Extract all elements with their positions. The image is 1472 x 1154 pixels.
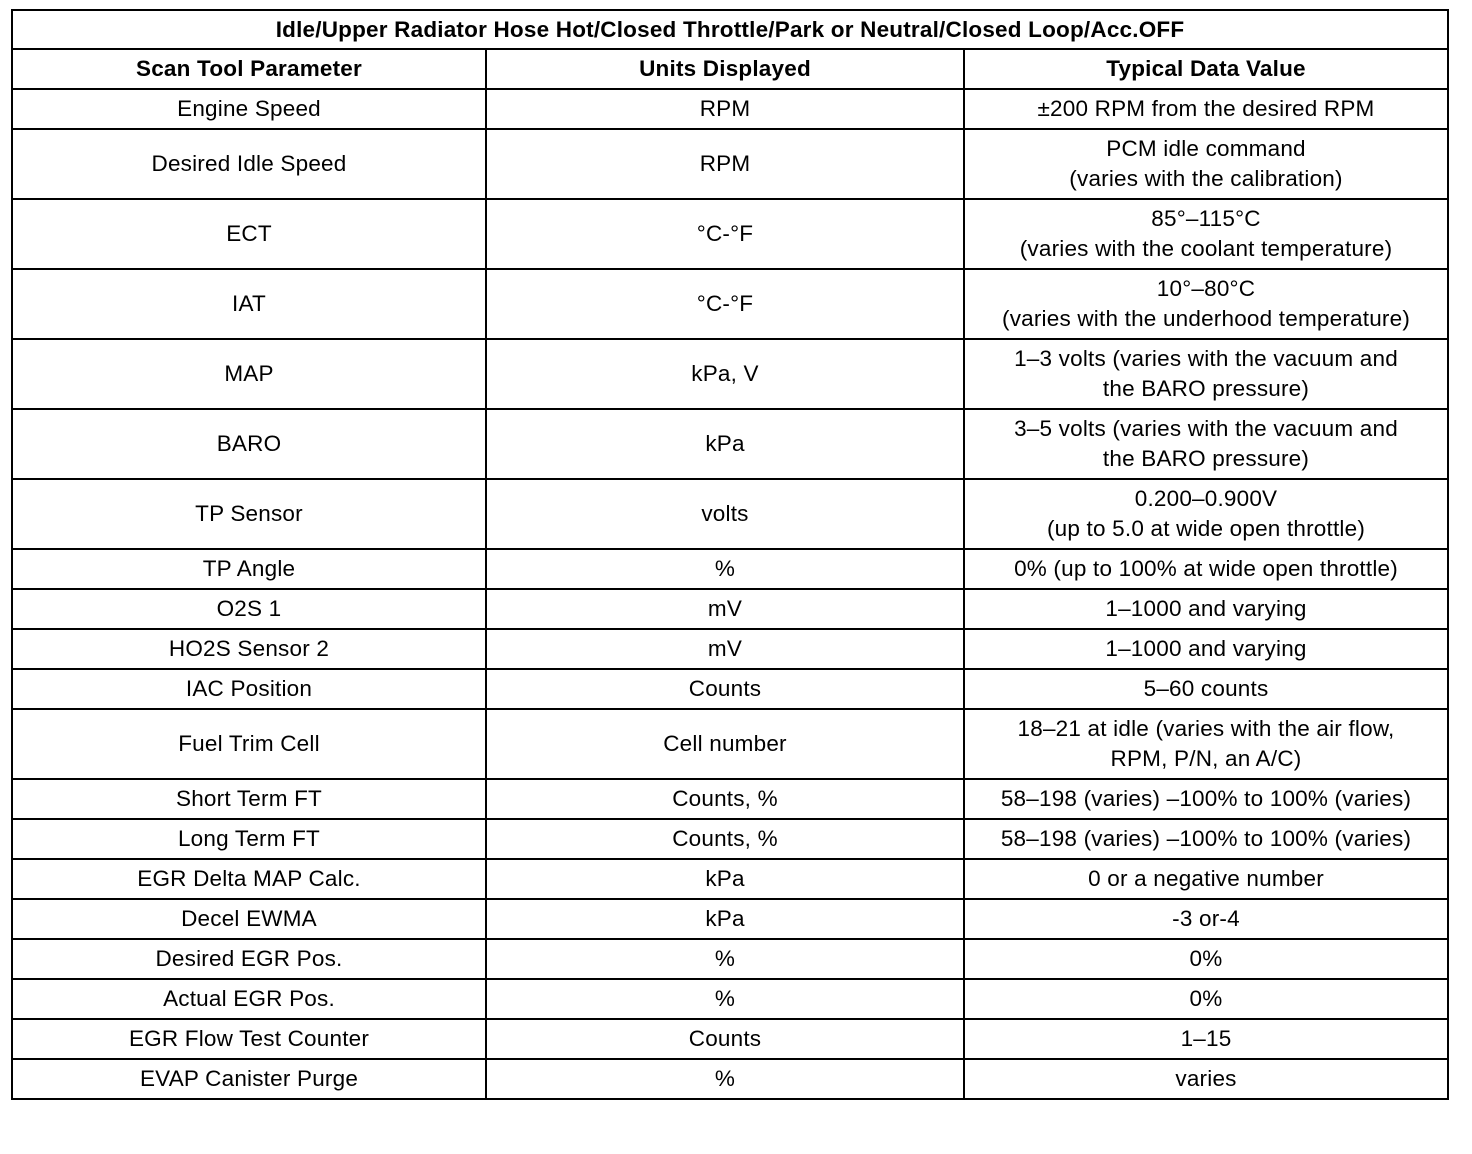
table-row: [12, 89, 1448, 129]
typical-value-cell: [964, 549, 1448, 589]
parameter-cell: Short Term FT: [12, 779, 486, 819]
header-scan-tool-parameter: Scan Tool Parameter: [12, 49, 486, 89]
typical-value-cell: [964, 979, 1448, 1019]
table-row: [12, 479, 1448, 549]
typical-value-line-2: (varies with the calibration): [1069, 166, 1343, 191]
parameter-cell: MAP: [12, 339, 486, 409]
typical-value-line-2: (varies with the underhood temperature): [1002, 306, 1411, 331]
typical-value-line-1: 3–5 volts (varies with the vacuum and: [1014, 416, 1398, 441]
units-cell: RPM: [486, 89, 964, 129]
typical-value-line-1: 0% (up to 100% at wide open throttle): [1014, 556, 1398, 581]
table-row: [12, 899, 1448, 939]
units-cell: kPa: [486, 899, 964, 939]
typical-value-line-1: PCM idle command: [1106, 136, 1306, 161]
typical-value-line-2: the BARO pressure): [1102, 376, 1310, 401]
parameter-cell: TP Sensor: [12, 479, 486, 549]
typical-value-cell: [964, 199, 1448, 269]
typical-value-line-1: 1–1000 and varying: [1105, 636, 1307, 661]
typical-value-cell: [964, 269, 1448, 339]
table-row: [12, 589, 1448, 629]
typical-value-cell: [964, 589, 1448, 629]
typical-value-cell: [964, 89, 1448, 129]
typical-value-line-1: 85°–115°C: [1151, 206, 1261, 231]
typical-value-line-1: varies: [1175, 1066, 1237, 1091]
parameter-cell: EGR Flow Test Counter: [12, 1019, 486, 1059]
typical-value-cell: [964, 339, 1448, 409]
typical-value-line-1: 5–60 counts: [1143, 676, 1269, 701]
table-row: [12, 859, 1448, 899]
table-row: [12, 409, 1448, 479]
units-cell: mV: [486, 589, 964, 629]
typical-value-cell: [964, 479, 1448, 549]
table-body: [12, 89, 1448, 1099]
units-cell: °C-°F: [486, 199, 964, 269]
typical-value-cell: [964, 129, 1448, 199]
table-row: [12, 629, 1448, 669]
parameter-cell: Desired Idle Speed: [12, 129, 486, 199]
typical-value-line-2: the BARO pressure): [1102, 446, 1310, 471]
typical-value-cell: [964, 669, 1448, 709]
table-row: [12, 709, 1448, 779]
typical-value-cell: [964, 629, 1448, 669]
units-cell: RPM: [486, 129, 964, 199]
table-row: [12, 939, 1448, 979]
table-row: [12, 129, 1448, 199]
typical-value-cell: [964, 779, 1448, 819]
parameter-cell: BARO: [12, 409, 486, 479]
units-cell: kPa, V: [486, 339, 964, 409]
table-title: Idle/Upper Radiator Hose Hot/Closed Throttle/Park or Neutral/Closed Loop/Acc.OFF: [12, 10, 1448, 49]
parameter-cell: Long Term FT: [12, 819, 486, 859]
typical-value-cell: [964, 709, 1448, 779]
typical-value-line-1: 1–15: [1180, 1026, 1232, 1051]
units-cell: kPa: [486, 409, 964, 479]
units-cell: mV: [486, 629, 964, 669]
typical-value-line-1: 1–1000 and varying: [1105, 596, 1307, 621]
parameter-cell: Desired EGR Pos.: [12, 939, 486, 979]
units-cell: %: [486, 939, 964, 979]
table-row: [12, 269, 1448, 339]
units-cell: Counts, %: [486, 779, 964, 819]
parameter-cell: IAT: [12, 269, 486, 339]
typical-value-line-2: (varies with the coolant temperature): [1019, 236, 1393, 261]
scan-tool-data-table: [11, 9, 1449, 1100]
table-row: [12, 819, 1448, 859]
typical-value-cell: [964, 1019, 1448, 1059]
typical-value-line-2: (up to 5.0 at wide open throttle): [1046, 516, 1366, 541]
typical-value-line-1: 0%: [1189, 986, 1223, 1011]
header-units-displayed: Units Displayed: [486, 49, 964, 89]
typical-value-cell: [964, 819, 1448, 859]
parameter-cell: IAC Position: [12, 669, 486, 709]
units-cell: °C-°F: [486, 269, 964, 339]
table-row: [12, 779, 1448, 819]
units-cell: %: [486, 1059, 964, 1099]
units-cell: Cell number: [486, 709, 964, 779]
typical-value-cell: [964, 859, 1448, 899]
parameter-cell: ECT: [12, 199, 486, 269]
parameter-cell: Engine Speed: [12, 89, 486, 129]
parameter-cell: Decel EWMA: [12, 899, 486, 939]
typical-value-line-1: 1–3 volts (varies with the vacuum and: [1014, 346, 1398, 371]
units-cell: Counts, %: [486, 819, 964, 859]
typical-value-line-2: RPM, P/N, an A/C): [1110, 746, 1302, 771]
typical-value-line-1: 0 or a negative number: [1088, 866, 1324, 891]
parameter-cell: EVAP Canister Purge: [12, 1059, 486, 1099]
parameter-cell: HO2S Sensor 2: [12, 629, 486, 669]
parameter-cell: EGR Delta MAP Calc.: [12, 859, 486, 899]
units-cell: %: [486, 979, 964, 1019]
units-cell: volts: [486, 479, 964, 549]
typical-value-cell: [964, 1059, 1448, 1099]
typical-value-cell: [964, 939, 1448, 979]
table-row: [12, 339, 1448, 409]
parameter-cell: Fuel Trim Cell: [12, 709, 486, 779]
document-page: [11, 9, 1447, 1100]
typical-value-line-1: ±200 RPM from the desired RPM: [1037, 96, 1375, 121]
typical-value-line-1: 18–21 at idle (varies with the air flow,: [1017, 716, 1395, 741]
table-row: [12, 549, 1448, 589]
table-row: [12, 1019, 1448, 1059]
table-row: [12, 199, 1448, 269]
units-cell: %: [486, 549, 964, 589]
table-row: [12, 669, 1448, 709]
parameter-cell: Actual EGR Pos.: [12, 979, 486, 1019]
units-cell: kPa: [486, 859, 964, 899]
header-typical-data-value: Typical Data Value: [964, 49, 1448, 89]
typical-value-line-1: 58–198 (varies) –100% to 100% (varies): [1000, 786, 1412, 811]
typical-value-line-1: 10°–80°C: [1156, 276, 1256, 301]
table-row: [12, 979, 1448, 1019]
typical-value-line-1: -3 or-4: [1172, 906, 1240, 931]
typical-value-line-1: 0.200–0.900V: [1134, 486, 1278, 511]
typical-value-cell: [964, 409, 1448, 479]
units-cell: Counts: [486, 1019, 964, 1059]
parameter-cell: TP Angle: [12, 549, 486, 589]
typical-value-cell: [964, 899, 1448, 939]
units-cell: Counts: [486, 669, 964, 709]
table-row: [12, 1059, 1448, 1099]
parameter-cell: O2S 1: [12, 589, 486, 629]
typical-value-line-1: 0%: [1189, 946, 1223, 971]
typical-value-line-1: 58–198 (varies) –100% to 100% (varies): [1000, 826, 1412, 851]
